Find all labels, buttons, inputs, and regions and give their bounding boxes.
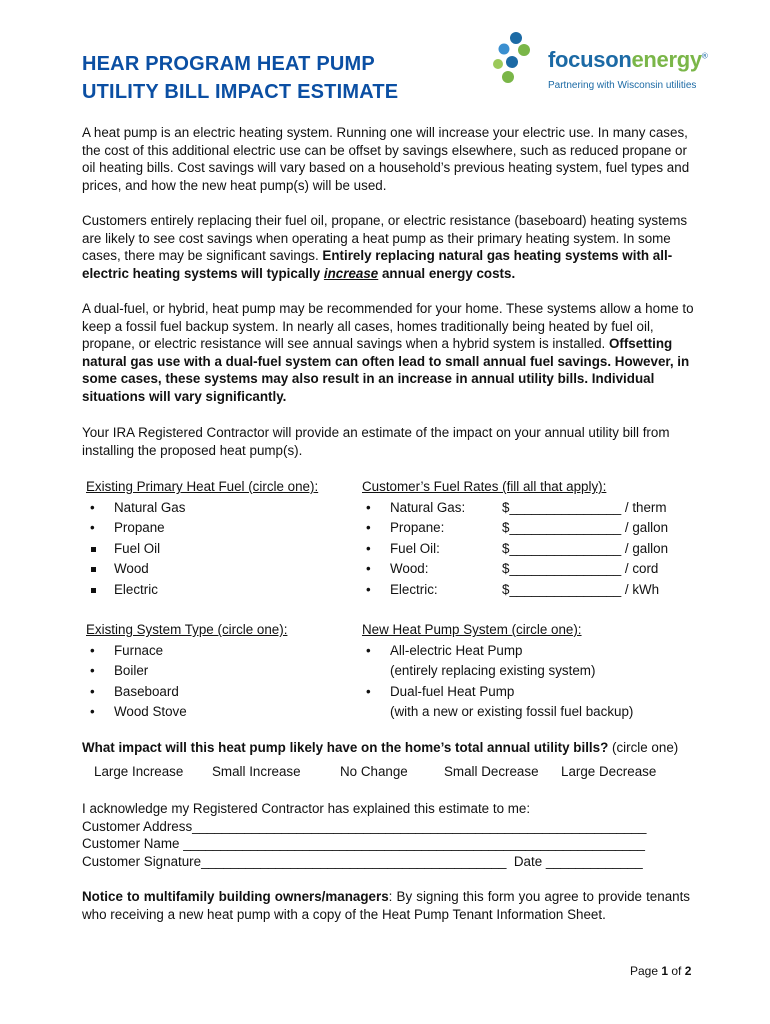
existing-system-list	[86, 641, 287, 723]
rate-row-propane[interactable]	[362, 518, 692, 539]
impact-question	[82, 740, 678, 755]
rate-row-electric[interactable]	[362, 580, 692, 601]
impact-option-small-decrease[interactable]: Small Decrease	[444, 764, 539, 779]
rate-label: Electric:	[390, 581, 438, 597]
logo-tagline: Partnering with Wisconsin utilities	[548, 80, 697, 91]
fuel-option-label: Natural Gas	[114, 499, 186, 515]
rate-row-wood[interactable]	[362, 559, 692, 580]
impact-question-text: What impact will this heat pump likely have on the home’s total annual utility bills?	[82, 740, 609, 755]
intro-paragraph-2	[82, 212, 694, 282]
customer-name-field[interactable]: Customer Name ______________________________________________________________	[82, 836, 645, 852]
rate-value-field[interactable]: $_______________ / gallon	[502, 520, 669, 535]
system-option-baseboard[interactable]	[86, 682, 287, 703]
page-of-label: of	[668, 964, 685, 978]
system-option-boiler[interactable]	[86, 661, 287, 682]
square-bullet-icon	[91, 547, 96, 552]
new-system-header: New Heat Pump System (circle one):	[362, 622, 582, 637]
new-system-option-label: Dual-fuel Heat Pump	[390, 683, 515, 699]
title-line-1: HEAR PROGRAM HEAT PUMP	[82, 53, 375, 75]
impact-option-small-increase[interactable]: Small Increase	[212, 764, 301, 779]
rate-value-field[interactable]: $_______________ / gallon	[502, 540, 669, 556]
logo-word-on: on	[605, 47, 632, 72]
acknowledgement-text: I acknowledge my Registered Contractor has explained this estimate to me:	[82, 801, 531, 816]
bullet-icon: •	[366, 561, 371, 576]
bullet-icon: •	[366, 581, 371, 597]
system-option-label: Baseboard	[114, 683, 179, 699]
page-current: 1	[661, 964, 669, 978]
p2-text: Customers entirely replacing their fuel oil, propane, or electric resistance (baseboard) heating systems are likely to see cost savings when operating a heat pump as their primary heating system. In some cases, there may be significant savings.	[82, 213, 688, 264]
fuel-option-label: Electric	[114, 581, 158, 597]
p2-bold-end: annual energy costs.	[378, 265, 516, 281]
fuel-rates-header: Customer’s Fuel Rates (fill all that apply):	[362, 479, 607, 494]
logo-word-focus: focus	[548, 47, 606, 72]
p2-emphasis: increase	[323, 265, 379, 281]
logo-word-energy: energy	[631, 47, 702, 72]
page-label: Page	[630, 964, 662, 978]
fuel-option-label: Fuel Oil	[114, 540, 161, 556]
bullet-icon: •	[366, 540, 371, 556]
intro-paragraph-3	[82, 300, 694, 406]
new-system-option-all-electric[interactable]	[362, 641, 633, 662]
multifamily-notice	[82, 888, 690, 923]
bullet-icon: •	[90, 499, 95, 515]
page-number	[630, 964, 691, 978]
fuel-option-electric[interactable]	[86, 580, 318, 601]
system-option-label: Wood Stove	[114, 704, 187, 719]
rate-label: Propane:	[390, 520, 445, 535]
focus-on-energy-logo	[490, 30, 740, 100]
new-system-section	[362, 620, 633, 723]
bullet-icon: •	[90, 642, 95, 658]
bullet-icon: •	[366, 499, 371, 515]
fuel-option-wood[interactable]	[86, 559, 318, 580]
logo-wordmark	[548, 47, 707, 73]
fuel-option-natural-gas[interactable]	[86, 498, 318, 519]
fuel-option-label: Wood	[114, 561, 149, 576]
bullet-icon: •	[366, 683, 371, 699]
bullet-icon: •	[90, 520, 95, 535]
impact-option-large-decrease[interactable]: Large Decrease	[561, 764, 657, 779]
intro-paragraph-4: Your IRA Registered Contractor will provide an estimate of the impact on your annual utility bill from installing the proposed heat pump(s).	[82, 425, 670, 458]
fuel-option-propane[interactable]	[86, 518, 318, 539]
new-system-list	[362, 641, 633, 723]
bullet-icon: •	[366, 520, 371, 535]
fuel-option-label: Propane	[114, 520, 165, 535]
fuel-rates-section	[362, 477, 692, 600]
document-title	[82, 50, 398, 106]
existing-system-section	[86, 620, 287, 723]
customer-address-field[interactable]: Customer Address_____________________________________________________________	[82, 818, 647, 834]
bullet-icon: •	[90, 704, 95, 719]
new-system-option-label: All-electric Heat Pump	[390, 642, 523, 658]
acknowledgement-section	[82, 800, 646, 870]
system-option-wood-stove[interactable]	[86, 702, 287, 723]
system-option-label: Furnace	[114, 642, 164, 658]
date-field[interactable]: Date _____________	[513, 853, 643, 869]
existing-fuel-header: Existing Primary Heat Fuel (circle one):	[86, 479, 319, 494]
rate-value-field[interactable]: $_______________ / cord	[502, 561, 659, 576]
p3-text: A dual-fuel, or hybrid, heat pump may be recommended for your home. These systems allow a home to keep a fossil fuel backup system. In nearly all cases, homes traditionally being heated by fuel oil, propane, or electric resistance will see annual savings when a hybrid system is installed.	[82, 301, 694, 352]
p3-bold-text: Offsetting natural gas use with a dual-fuel system can often lead to small annual fuel savings. However, in some cases, these systems may also result in an increase in annual utility bills. Individual situations will vary significantly.	[82, 336, 690, 404]
registered-mark: ®	[701, 51, 708, 61]
bullet-icon: •	[90, 683, 95, 699]
p2-bold-text: Entirely replacing natural gas heating systems with all-electric heating systems will typically	[82, 248, 673, 281]
existing-fuel-section	[86, 477, 318, 600]
new-system-option-note: (with a new or existing fossil fuel backup)	[390, 704, 634, 719]
existing-fuel-list	[86, 498, 318, 601]
bullet-icon: •	[90, 663, 95, 678]
notice-text: : By signing this form you agree to provide tenants who receiving a new heat pump with a copy of the Heat Pump Tenant Information Sheet.	[82, 889, 691, 922]
impact-option-large-increase[interactable]: Large Increase	[94, 764, 184, 779]
fuel-option-fuel-oil[interactable]	[86, 539, 318, 560]
customer-signature-field[interactable]: Customer Signature_________________________________________	[82, 853, 507, 869]
title-line-2: UTILITY BILL IMPACT ESTIMATE	[82, 81, 399, 103]
system-option-furnace[interactable]	[86, 641, 287, 662]
impact-option-no-change[interactable]: No Change	[340, 764, 408, 779]
intro-paragraph-1: A heat pump is an electric heating system. Running one will increase your electric use. In many cases, the cost of this additional electric use can be offset by savings elsewhere, such as reduced propane or oil heating bills. Cost savings will vary based on a household’s previous heating system, fuel types and prices, and how the new heat pump(s) will be used.	[82, 125, 690, 193]
existing-system-header: Existing System Type (circle one):	[86, 622, 288, 637]
rate-value-field[interactable]: $_______________ / therm	[502, 499, 667, 515]
new-system-option-note: (entirely replacing existing system)	[390, 663, 596, 678]
system-option-label: Boiler	[114, 663, 149, 678]
rate-label: Fuel Oil:	[390, 540, 440, 556]
signature-row	[82, 853, 646, 871]
logo-dots-icon	[490, 30, 546, 86]
bullet-icon: •	[366, 642, 371, 658]
rate-label: Wood:	[390, 561, 429, 576]
page-total: 2	[684, 964, 692, 978]
new-system-option-dual-fuel[interactable]	[362, 682, 633, 703]
rate-row-fuel-oil[interactable]	[362, 539, 692, 560]
square-bullet-icon	[91, 588, 96, 593]
rate-label: Natural Gas:	[390, 499, 466, 515]
rate-value-field[interactable]: $_______________ / kWh	[502, 581, 660, 597]
square-bullet-icon	[91, 567, 96, 572]
impact-question-suffix: (circle one)	[608, 740, 679, 755]
notice-heading: Notice to multifamily building owners/managers	[82, 889, 389, 904]
rate-row-natural-gas[interactable]	[362, 498, 692, 519]
